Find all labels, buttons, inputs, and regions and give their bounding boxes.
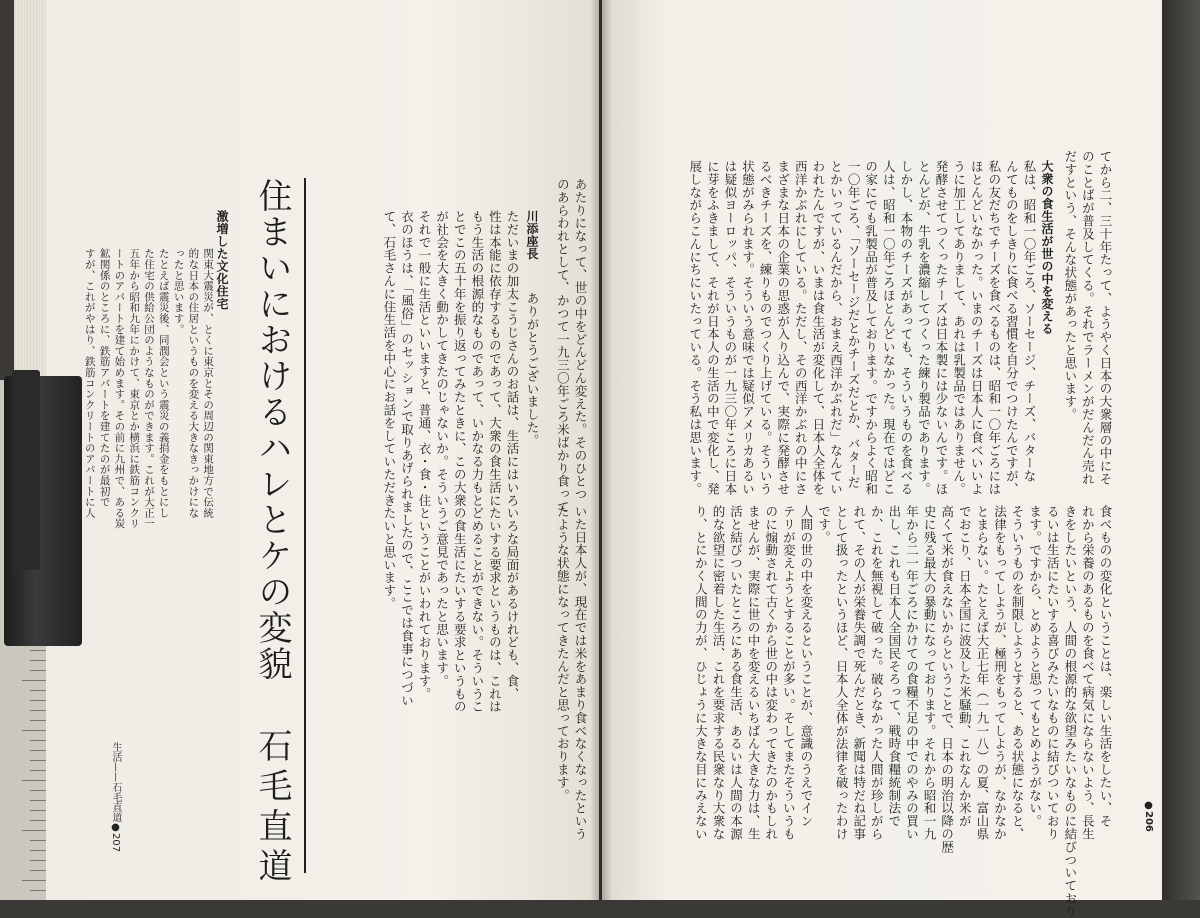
left-intro-text <box>554 178 589 514</box>
text-line: れから栄養のあるものを食べて病気にならないよう、長生 <box>1080 505 1096 841</box>
text-line: うに加工してありまして、あれは乳製品ではありません。 <box>951 160 967 496</box>
text-line: 五年から昭和九年にかけて、東京とか横浜に鉄筋コンクリ <box>128 248 141 529</box>
text-line: んてものをしきりに食べる習慣を自分でつけたんですが、 <box>1004 160 1020 496</box>
text-line: か、これを無視して破った。破らなかった人間が珍しがら <box>869 505 885 841</box>
text-line: ありがとうございました。 <box>525 292 540 447</box>
text-line: それで一般に生活といいますと、普通、衣・食・住ということがいわれております。 <box>417 210 433 701</box>
text-line: 私は、昭和一〇年ごろ、ソーセージ、チーズ、バターな <box>1022 160 1037 483</box>
text-line: 性は本能に依存するものであって、大衆の食生活にたいする要求というものは、これは <box>487 210 503 714</box>
text-line: 出し、これも日本人全国民そろって、戦時食糧統制法で <box>886 505 902 828</box>
article-subheading: 激増した文化住宅 <box>215 210 229 310</box>
text-line: とまらない。たとえば大正七年（一九一八）の夏、富山県 <box>974 505 990 841</box>
text-line: ただいまの加太こうじさんのお話は、生活にはいろいろな局面があるけれども、食、 <box>505 210 520 701</box>
text-line: のことばが普及してくる。それでラーメンがだんだん売れ <box>1080 150 1096 486</box>
text-line: ます。ですから、とめようと思ってもとめようがない。 <box>1027 505 1043 828</box>
text-line: 人間の世の中を変えるということが、意識のうえでイン <box>798 505 814 828</box>
text-line: いた日本人が、現在では米をあまり食べなくなったという <box>573 505 588 841</box>
right-page <box>602 0 1162 918</box>
text-line: でおこり、日本全国に波及した米騒動、これなんか米が <box>957 505 973 828</box>
text-line: 史に残る最大の暴動になっております。それから昭和一九 <box>922 505 938 841</box>
text-line: そういうものを制限しようとすると、ある状態になると、 <box>1010 505 1026 841</box>
text-line: ったと思います。 <box>172 248 185 335</box>
text-line: ませんが、実際に世の中を変えるいちばん大きな力は、生 <box>746 505 762 841</box>
text-line: るべきチーズを、練りものでつくり上げている。そういう <box>758 160 774 496</box>
text-line: て、石毛さんに住生活を中心にお話をしていただきたいと思います。 <box>381 210 397 610</box>
text-line: だすという、そんな状態があったと思います。 <box>1062 150 1078 421</box>
text-line: た住宅の供給公団のようなものができます。これが大正一 <box>142 248 155 529</box>
text-line: のに煽動されて古くから世の中は変わってきたのかもしれ <box>763 505 779 841</box>
text-line: 食べものの変化ということは、楽しい生活をしたい、そ <box>1098 505 1113 828</box>
text-line: たような状態になってきたんだと思っております。 <box>555 505 571 802</box>
text-line: 法律をもってしようが、極刑をもってしようが、なかなか <box>992 505 1008 841</box>
text-line: とかいっているんだから、おまえ西洋かぶれだ」なんてい <box>828 160 844 496</box>
text-line: とんどが、牛乳を濃縮してつくった練り製品であります。 <box>916 160 932 496</box>
text-line: 高くて米が食えないからということで、日本の明治以降の歴 <box>939 505 955 854</box>
text-line: の家にでも乳製品が普及しております。ですからよく昭和 <box>863 160 879 496</box>
text-line: まざまな日本の企業の思惑が入り込んで、実際に発酵させ <box>775 160 791 496</box>
article-text <box>82 248 215 848</box>
text-line: たとえば震災後、同潤会という震災の義捐金をもとにし <box>157 248 170 518</box>
text-line: もう生活の根源的なものであって、いかなる力もとどめることができない。そういうこ <box>469 210 485 714</box>
title-rule <box>304 178 306 873</box>
text-line: 関東大震災が、とくに東京とその周辺の関東地方で伝統 <box>202 248 215 518</box>
text-line: すが、これがやはり、鉄筋コンクリートのアパートに人 <box>83 248 96 518</box>
speaker-label: 川添座長 <box>525 210 539 260</box>
text-line: 私の友だちでチーズを食べるものは、昭和一〇年ごろには <box>986 160 1002 496</box>
text-line: 的な欲望に密着した生活、これを要求する民衆なり大衆な <box>710 505 726 841</box>
text-line: るいは生活にたいする喜びみたいなものに結びついており <box>1045 505 1061 841</box>
left-page <box>46 0 599 900</box>
text-line: きをしたいという、人間の根源的な欲望みたいなものに結びついており <box>1062 505 1078 918</box>
text-line: ートのアパートを建て始めます。その前に九州で、ある炭 <box>113 248 126 529</box>
text-line: に芽をふきまして、それが日本人の生活の中で変化し、発 <box>705 160 721 496</box>
text-line: 状態がみられます。そういう意味では疑似アメリカあるい <box>740 160 756 496</box>
article-title: 住まいにおけるハレとケの変貌 <box>252 178 292 682</box>
right-top-text <box>1061 150 1114 490</box>
right-top-text-2 <box>686 160 1038 496</box>
text-line: れて、その人が栄養失調で死んだとき、新聞は特だね記事 <box>851 505 867 841</box>
text-line: 的な日本の住居というものを変える大きなきっかけにな <box>187 248 200 518</box>
text-line: 西洋かぶれにしている。ただし、その西洋かぶれの中にさ <box>793 160 809 496</box>
text-line: は疑似ヨーロッパ、そういうものが一九三〇年ころに日本 <box>722 160 738 496</box>
background-right <box>1160 0 1200 900</box>
binder-clip <box>4 376 82 646</box>
text-line: ほとんどいなかった。いまのチーズは日本人に食べいいよ <box>969 160 985 496</box>
text-line: り、とにかく人間の力が、ひじょうに大きな目にみえない <box>693 505 709 841</box>
right-bottom-text <box>692 505 1114 918</box>
speech-text <box>380 210 521 714</box>
left-folio: 生活——石毛直道●207 <box>110 742 121 853</box>
text-line: 展しながらこんにちにいたっている。そう私は思います。 <box>687 160 703 496</box>
text-line: しかし、本物のチーズがあっても、そういうものを食べる <box>898 160 914 496</box>
text-line: が社会を大きく動かしてきたのじゃないか。そういうご意見であったと思います。 <box>434 210 450 688</box>
text-line: あたりになって、世の中をどんどん変えた。そのひとつ <box>573 178 588 501</box>
text-line: です。 <box>816 505 832 544</box>
left-bottom-text <box>554 505 589 845</box>
book-gutter <box>590 0 612 900</box>
text-line: 発酵させてつくったチーズは日本製には少ないんです。ほ <box>934 160 950 496</box>
article-author: 石毛直道 <box>252 728 292 888</box>
text-line: 人は、昭和一〇年ごろほとんどいなかった。現在ではどこ <box>881 160 897 496</box>
speech-first-line <box>523 292 541 447</box>
text-line: とでこの五十年を振り返ってみたときに、この大衆の食生活にたいする要求というもの <box>452 210 468 714</box>
section-heading: 大衆の食生活が世の中を変える <box>1040 160 1054 335</box>
text-line: てから二、三十年たって、ようやく日本の大衆層の中にそ <box>1098 150 1113 486</box>
text-line: として扱ったというほど、日本人全体が法律を破ったわけ <box>834 505 850 841</box>
text-line: 衣のほうは、「風俗」のセッションで取りあげられましたので、ここでは食事につづい <box>399 210 415 707</box>
text-line: 年から二一年ごろにかけての食糧不足の中でのやみの買い <box>904 505 920 841</box>
text-line: 活と結びついたところにある食生活、あるいは人間の本源 <box>728 505 744 841</box>
text-line: テリが変えようとすることが多い。そしてまたそういうも <box>781 505 797 841</box>
text-line: 鉱関係のところに、鉄筋アパートを建てたのが最初で <box>98 248 111 508</box>
text-line: 一〇年ごろ、「ソーセージだとかチーズだとか、バターだ <box>846 160 862 490</box>
right-folio: ●206 <box>1143 800 1154 832</box>
text-line: われたんですが、いまは食生活が変化して、日本人全体を <box>810 160 826 496</box>
text-line: のあらわれとして、かつて一九三〇年ごろ米ばかり食って <box>555 178 571 514</box>
